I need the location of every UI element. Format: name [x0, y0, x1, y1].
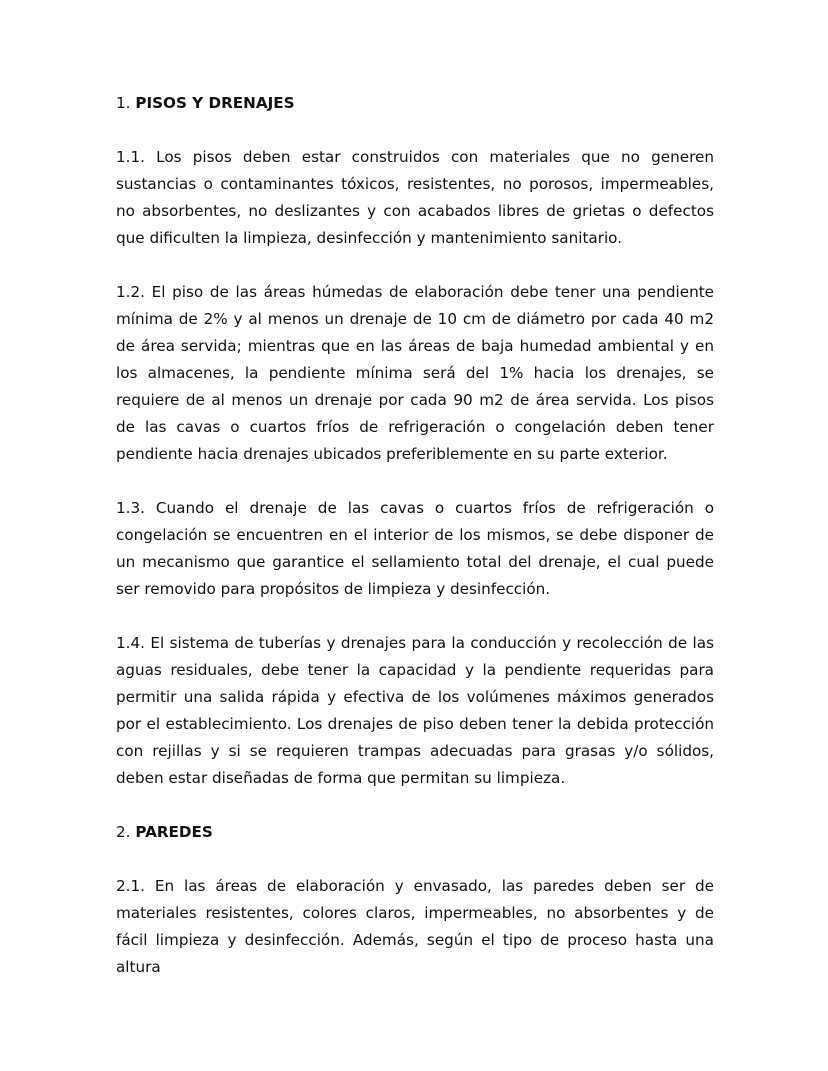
paragraph-1-2: 1.2. El piso de las áreas húmedas de elaboración debe tener una pendiente mínima de 2% y al menos un drenaje de 10 cm de diámetro por cada 40 m2 de área servida; mientras que en las áreas de baja humedad ambiental y en los almacenes, la pendiente mínima será del 1% hacia los drenajes, se requiere de al menos un drenaje por cada 90 m2 de área servida. Los pisos de las cavas o cuartos fríos de refrigeración o congelación deben tener pendiente hacia drenajes ubicados preferiblemente en su parte exterior. [116, 283, 714, 463]
paragraph-1-4: 1.4. El sistema de tuberías y drenajes para la conducción y recolección de las aguas residuales, debe tener la capacidad y la pendiente requeridas para permitir una salida rápida y efectiva de los volúmenes máximos generados por el establecimiento. Los drenajes de piso deben tener la debida protección con rejillas y si se requieren trampas adecuadas para grasas y/o sólidos, deben estar diseñadas de forma que permitan su limpieza. [116, 634, 714, 787]
section-title: PAREDES [135, 823, 213, 841]
paragraph-1-3: 1.3. Cuando el drenaje de las cavas o cuartos fríos de refrigeración o congelación se encuentren en el interior de los mismos, se debe disponer de un mecanismo que garantice el sellamiento total del drenaje, el cual puede ser removido para propósitos de limpieza y desinfección. [116, 499, 714, 598]
section-number: 2. [116, 823, 131, 841]
section-title: PISOS Y DRENAJES [135, 94, 295, 112]
paragraph-2-1: 2.1. En las áreas de elaboración y envasado, las paredes deben ser de materiales resistentes, colores claros, impermeables, no absorbentes y de fácil limpieza y desinfección. Además, según el tipo de proceso hasta una altura [116, 877, 714, 976]
document-page [116, 90, 714, 981]
paragraph-1-1: 1.1. Los pisos deben estar construidos con materiales que no generen sustancias o contaminantes tóxicos, resistentes, no porosos, impermeables, no absorbentes, no deslizantes y con acabados libres de grietas o defectos que dificulten la limpieza, desinfección y mantenimiento sanitario. [116, 148, 714, 247]
section-heading-paredes [116, 819, 714, 846]
section-number: 1. [116, 94, 131, 112]
section-heading-pisos-y-drenajes [116, 90, 714, 117]
